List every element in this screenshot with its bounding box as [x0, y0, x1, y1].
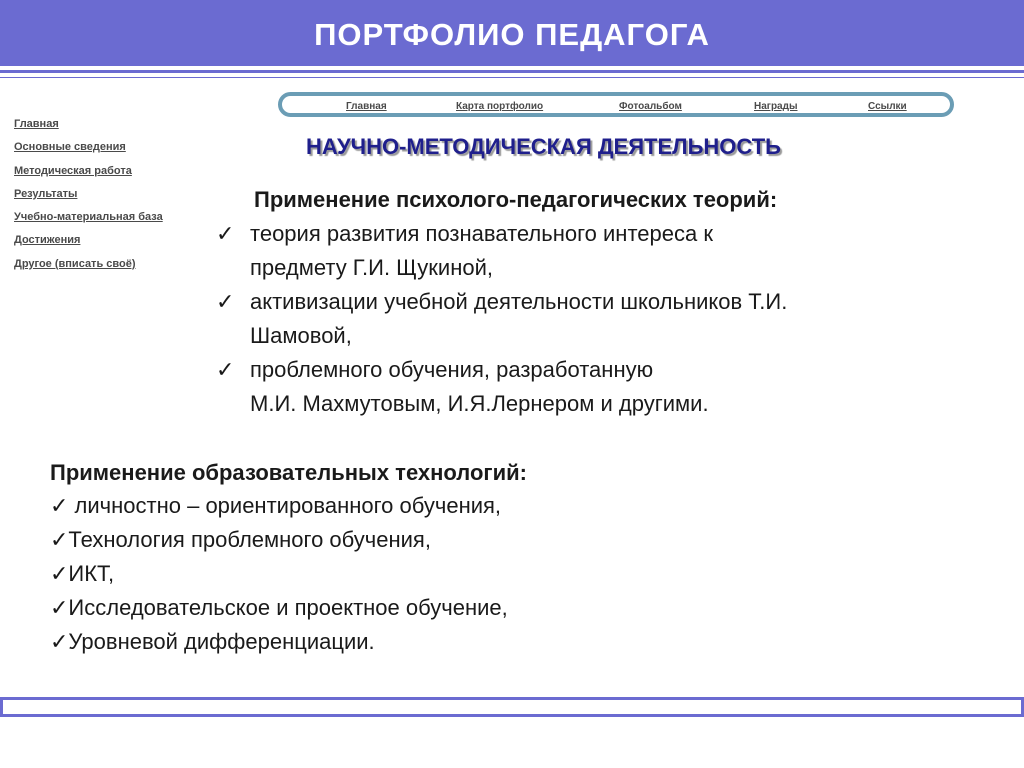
- sidebar-item-basic-info[interactable]: Основные сведения: [14, 141, 126, 154]
- topnav-link-links[interactable]: Ссылки: [868, 101, 907, 112]
- technology-item: ✓Технология проблемного обучения,: [50, 527, 431, 552]
- page-title: ПОРТФОЛИО ПЕДАГОГА: [314, 17, 710, 52]
- sidebar-item-methodical-work[interactable]: Методическая работа: [14, 164, 132, 177]
- sidebar-navigation: [14, 117, 214, 280]
- sidebar-item-achievements[interactable]: Достижения: [14, 234, 81, 247]
- theory-item: [216, 285, 1016, 353]
- header-divider: [0, 70, 1024, 73]
- theory-item: [216, 353, 1016, 421]
- theory-item-text: теория развития познавательного интереса к: [250, 221, 713, 246]
- sidebar-item-home[interactable]: Главная: [14, 118, 59, 130]
- theories-heading: Применение психолого-педагогических теорий:: [254, 187, 778, 212]
- technology-item: ✓ИКТ,: [50, 561, 115, 586]
- theory-item-text: предмету Г.И. Щукиной,: [250, 255, 493, 280]
- checkmark-icon: ✓: [216, 221, 235, 246]
- top-navigation: [278, 92, 954, 117]
- theory-item-text: активизации учебной деятельности школьников Т.И.: [250, 289, 788, 314]
- theory-item-text: проблемного обучения, разработанную: [250, 357, 654, 382]
- sidebar-item-other[interactable]: Другое (вписать своё): [14, 257, 136, 270]
- topnav-link-awards[interactable]: Награды: [754, 101, 798, 112]
- technology-item: ✓Уровневой дифференциации.: [50, 629, 375, 654]
- section-title: НАУЧНО-МЕТОДИЧЕСКАЯ ДЕЯТЕЛЬНОСТЬ: [306, 134, 781, 159]
- topnav-link-home[interactable]: Главная: [346, 101, 387, 112]
- checkmark-icon: ✓: [216, 357, 235, 382]
- technologies-heading: Применение образовательных технологий:: [50, 460, 527, 485]
- topnav-link-portfolio-map[interactable]: Карта портфолио: [456, 101, 544, 112]
- theory-item-text: М.И. Махмутовым, И.Я.Лернером и другими.: [250, 391, 709, 416]
- footer-bar: [0, 697, 1024, 717]
- technology-item: ✓Исследовательское и проектное обучение,: [50, 595, 508, 620]
- technology-item: ✓ личностно – ориентированного обучения,: [50, 493, 502, 518]
- sidebar-item-results[interactable]: Результаты: [14, 187, 78, 200]
- topnav-link-photo-album[interactable]: Фотоальбом: [619, 101, 682, 112]
- page-header: [0, 0, 1024, 66]
- theories-block: [216, 183, 1016, 421]
- theory-item: [216, 217, 1016, 285]
- sidebar-item-material-base[interactable]: Учебно-материальная база: [14, 211, 163, 224]
- technologies-block: [50, 456, 950, 659]
- checkmark-icon: ✓: [216, 289, 235, 314]
- theory-item-text: Шамовой,: [250, 323, 352, 348]
- header-divider-thin: [0, 77, 1024, 78]
